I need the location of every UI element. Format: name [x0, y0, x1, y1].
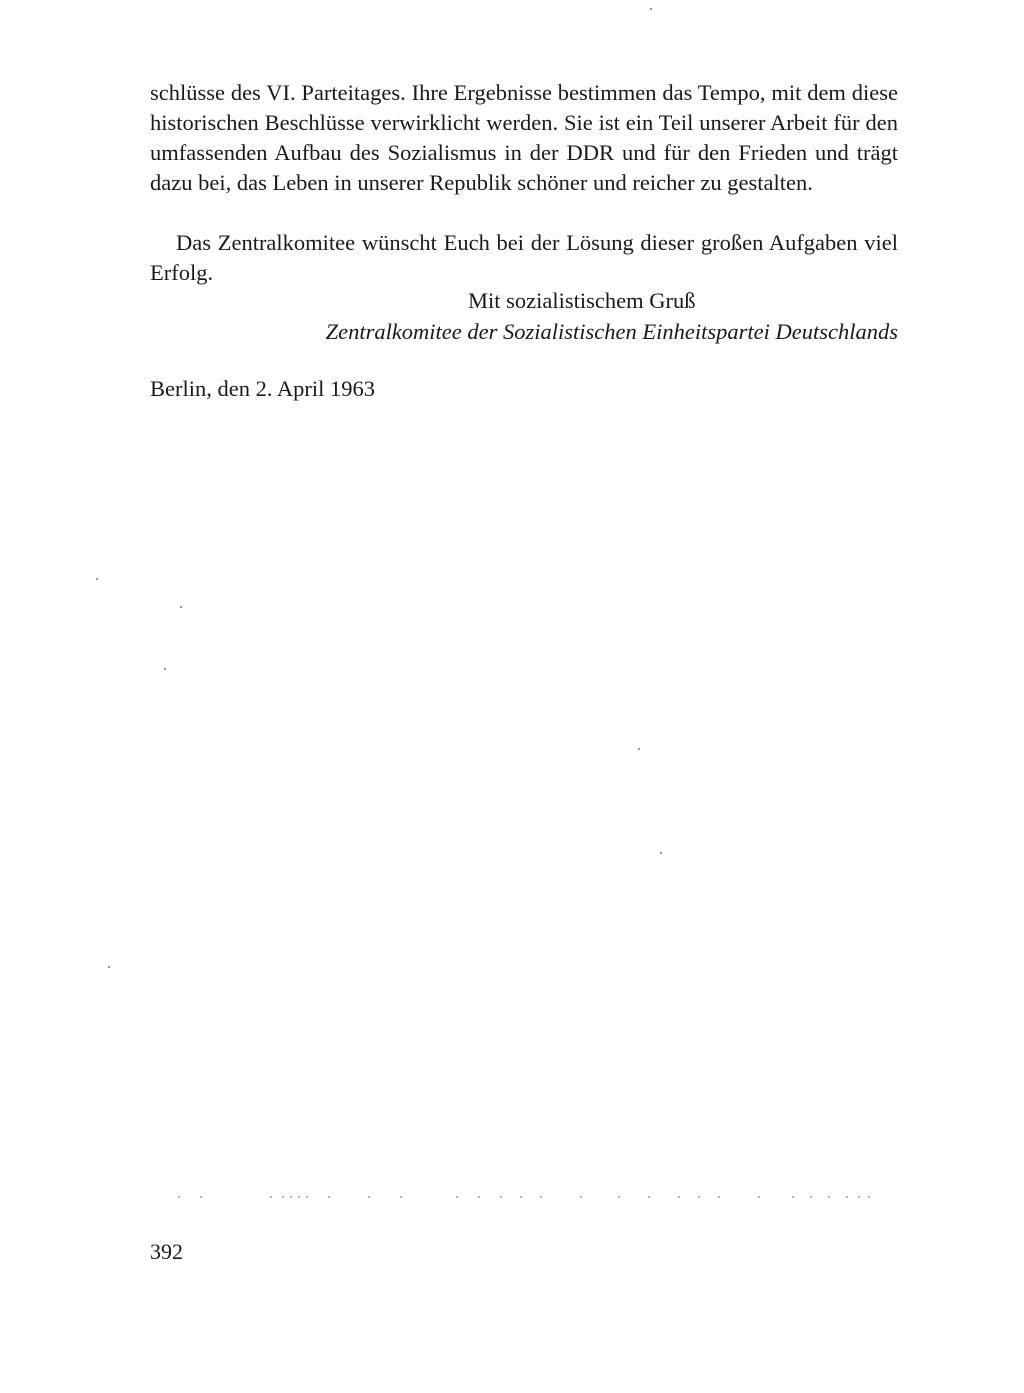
scan-speck — [638, 748, 640, 750]
signature-line: Zentralkomitee der Sozialistischen Einheitspartei Deutschlands — [325, 319, 898, 344]
scan-speck — [164, 668, 166, 670]
closing-greeting: Mit sozialistischem Gruß — [468, 288, 696, 313]
scan-speck — [660, 852, 662, 854]
body-paragraph-1: schlüsse des VI. Parteitages. Ihre Ergebnisse bestimmen das Tempo, mit dem diese historischen Beschlüsse verwirklicht werden. Sie ist ein Teil unserer Arbeit für den umfassenden Aufbau des Sozialismus in der DDR und für den Frieden und trägt dazu bei, das Leben in unserer Republik schöner und reicher zu gestalten. — [150, 80, 898, 195]
date-line: Berlin, den 2. April 1963 — [150, 376, 375, 401]
scan-speck — [108, 966, 110, 968]
page-number: 392 — [150, 1239, 183, 1264]
scan-speck — [180, 606, 182, 608]
scan-dust-row — [178, 1194, 878, 1200]
body-paragraph-2: Das Zentralkomitee wünscht Euch bei der Lösung dieser großen Aufgaben viel Erfolg. — [150, 230, 898, 285]
scan-speck — [96, 578, 98, 580]
scan-speck — [650, 8, 652, 10]
